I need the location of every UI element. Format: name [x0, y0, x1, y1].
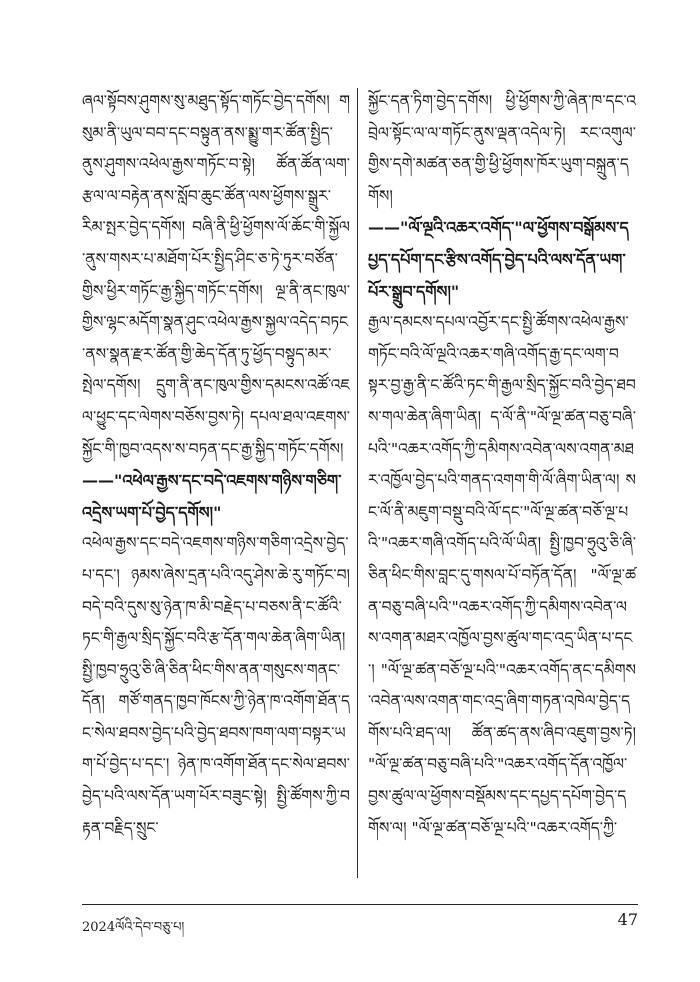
column-divider [357, 88, 358, 878]
body-paragraph: རྒྱལ་དམངས་དཔལ་འབྱོར་དང་སྤྱི་ཚོགས་འཕེལ་རྒྱས་གཏོང་བའི་ལོ་ལྔའི་འཆར་གཞི་འགོད་རྒྱ་དང་ལག་བསྟར་བྱ་རྒྱ་ནི་ང་ཚོའི་ཏང་གི་རྒྱལ་སྲིད་སྐྱོང་བའི་བྱེད་ཐབས་གལ་ཆེན་ཞིག་ཡིན། ད་ལོ་ནི་"ལོ་ལྔ་ཚན་བཅུ་བཞི་པའི་"འཆར་འགོད་ཀྱི་དམིགས་འབེན་ལས་འགན་མཐར་འཁྱོལ་བྱེད་པའི་གནད་འགག་གི་ལོ་ཞིག་ཡིན་ལ། སང་ལོ་ནི་མཇུག་བསྡུ་བའི་ལོ་དང་"ལོ་ལྔ་ཚན་བཅོ་ལྔ་པའི་"འཆར་གཞི་འགོད་པའི་ལོ་ཡིན། སྤྱི་ཁྱབ་ཧྲུའུ་ཅི་ཞི་ཅིན་ཕིང་གིས་བླང་དུ་གསལ་པོ་བཏོན་དོན། "ལོ་ལྔ་ཚན་བཅུ་བཞི་པའི་"འཆར་འགོད་ཀྱི་དམིགས་འབེན་ལས་འགན་མཐར་འཁྱོལ་བྱས་ཚུལ་གང་འདྲ་ཡིན་པ་དང་། "ལོ་ལྔ་ཚན་བཅོ་ལྔ་པའི་"འཆར་འགོད་ནང་དམིགས་འབེན་ལས་འགན་གང་འདྲ་ཞིག་གཏན་འཁེལ་བྱེད་དགོས་པའི་ཐད་ལ། ཚོན་ཚད་ནས་ཞིབ་འཇུག་བྱས་ཏེ། "ལོ་ལྔ་ཚན་བཅུ་བཞི་པའི་"འཆར་འགོད་དོན་འཁྱོལ་བྱས་ཚུལ་ལ་ཕྱོགས་བསྡོམས་དང་དཔྱད་དཔོག་བྱེད་དགོས་ལ། "ལོ་ལྔ་ཚན་བཅོ་ལྔ་པའི་"འཆར་འགོད་ཀྱི་ [368, 313, 636, 837]
body-paragraph: འཕེལ་རྒྱས་དང་བདེ་འཇགས་གཉིས་གཅིག་འདྲེས་བྱེད་པ་དང་། ཉམས་ཞེས་དྲན་པའི་འདུ་ཤེས་ཆེ་རུ་གཏོང་བ། བདེ་བའི་དུས་སུ་ཉེན་ཁ་མི་བརྗེད་པ་བཅས་ནི་ང་ཚོའི་ཏང་གི་རྒྱལ་སྲིད་སྐྱོང་བའི་རྩ་དོན་གལ་ཆེན་ཞིག་ཡིན། སྤྱི་ཁྱབ་ཧྲུའུ་ཅི་ཞི་ཅིན་ཕིང་གིས་ནན་གསུངས་གནང་དོན། གཙོ་གནད་ཁྱབ་ཁོངས་ཀྱི་ཉེན་ཁ་འགོག་ཐོན་དང་སེལ་ཐབས་བྱེད་པའི་བྱེད་ཐབས་ཁག་ལག་བསྟར་ཡག་པོ་བྱེད་པ་དང་། ཉེན་ཁ་འགོག་ཐོན་དང་སེལ་ཐབས་བྱེད་པའི་ལས་དོན་ཡག་པོར་བཟུང་སྟེ། སྤྱི་ཚོགས་ཀྱི་བརྟན་བརྗིད་སྲུང་ [82, 534, 350, 837]
journal-issue-label: 2024ལོའི་དེབ་བཅུ་པ། [82, 920, 185, 935]
body-paragraph: ཞལ་སྟོབས་ཤུགས་སུ་མཐུད་སྟོད་གཏོང་བྱེད་དགོས། གསུམ་ནི་ཡུལ་བབ་དང་བསྟུན་ནས་སྨྱུ་གར་ཚོན་སྤྱིད་ནུས་ཤུགས་འཕེལ་རྒྱས་གཏོང་བ་སྟེ། ཚོན་ཚོན་ལག་རྩལ་ལ་བརྟེན་ནས་སློབ་ཆུང་ཚོན་ལས་ཕྱོགས་སྒྲུར་རིམ་སྤར་བྱེད་དགོས། བཞི་ནི་ཕྱི་ཕྱོགས་ལོ་ཆོང་གི་སྐྱོལ་ནུས་གསར་པ་མཐོག་པོར་སྤྱིད་ཤིང་ཅ་ཏེ་ཏུར་བཙོན་གྱིས་ཕྱིར་གཏོང་རྒྱ་སྐྱིད་གཏོང་དགོས། ལྔ་ནི་ནང་ཁུལ་གྱིས་ལྷང་མདོག་སྣན་ཤུང་འཕེལ་རྒྱས་སྐྱལ་འདེད་བཏང་ནས་སྣན་རྫར་ཚོན་གྱི་ཆེད་དོན་ཏུ་ཕྱོད་བསྟུད་མར་སྤེལ་དགོས། དྲུག་ནི་ནང་ཁུལ་གྱིས་དམངས་འཚོ་འཇལ་ཕྱུང་དང་ལེགས་བཅོས་བྱས་ཏེ། དཔལ་ཐལ་འཇགས་སྐྱོང་གི་ཁྱབ་འདས་ས་བཏན་དང་རྒྱ་སྐྱིད་གཏོང་དགོས། [82, 92, 350, 458]
footer-rule [82, 904, 638, 905]
section-heading: ——"འཕེལ་རྒྱས་དང་བདེ་འཇགས་གཉིས་གཅིག་འདྲེས་ཡག་པོ་བྱེད་དགོས།" [82, 471, 342, 522]
right-column [368, 86, 636, 844]
left-column [82, 86, 350, 844]
section-heading: ——"ལོ་ལྔའི་འཆར་འགོད་"ལ་ཕྱོགས་བསྒོམས་དཔྱད་དཔོག་དང་རྩིས་འགོད་བྱེད་པའི་ལས་དོན་ཡག་པོར་སྒྲུབ་དགོས།" [368, 218, 629, 301]
body-paragraph: སྐྱོང་དན་ཏིག་བྱེད་དགོས། ཕྱི་ཕྱོགས་ཀྱི་ཞེན་ཁ་དང་འབྲེལ་སྟོང་ལ་ལ་གཏོང་ནུས་ལྡན་འདེལ་ཏེ། རང་འགུལ་གྱིས་དགེ་མཚན་ཅན་གྱི་ཕྱི་ཕྱོགས་ཁོར་ཡུག་བསྐྲུན་དགོས། [368, 92, 636, 205]
page-number: 47 [617, 910, 638, 929]
